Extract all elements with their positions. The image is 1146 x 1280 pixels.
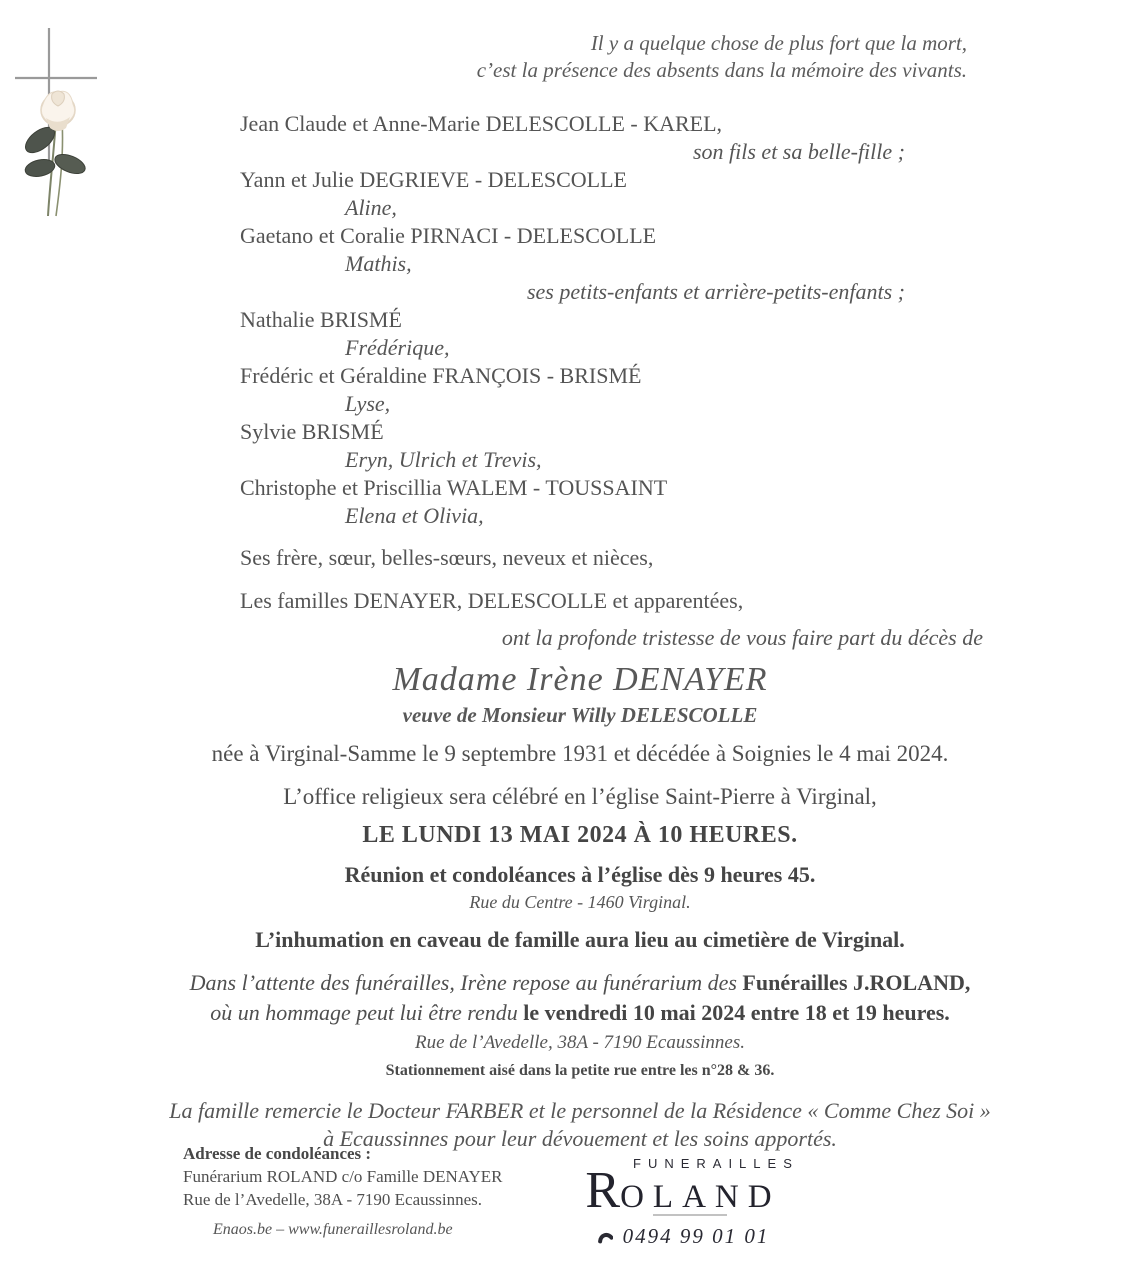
cross-and-rose-artwork (8, 22, 108, 220)
thanks-line-2: à Ecaussinnes pour leur dévouement et les soins apportés. (323, 1126, 837, 1151)
family-children: Eryn, Ulrich et Trevis, (345, 447, 542, 472)
funerarium-line-1-bold: Funérailles J.ROLAND, (742, 970, 971, 995)
footer (0, 1142, 1146, 1272)
funerarium-line-1-italic: Dans l’attente des funérailles, Irène repose au funérarium des (189, 970, 743, 995)
funerarium-line-2-italic: où un hommage peut lui être rendu (210, 1000, 524, 1025)
burial-line: L’inhumation en caveau de famille aura lieu au cimetière de Virginal. (255, 927, 905, 952)
religious-office-line: L’office religieux sera célébré en l’église Saint-Pierre à Virginal, (283, 784, 877, 809)
birth-death-line: née à Virginal-Samme le 9 septembre 1931 et décédée à Soignies le 4 mai 2024. (211, 741, 949, 766)
family-names: Nathalie BRISMÉ (240, 307, 402, 332)
funerarium-line-1 (0, 968, 1146, 998)
logo-rest: OLAND (620, 1179, 781, 1215)
ceremony-date-line: LE LUNDI 13 MAI 2024 À 10 HEURES. (362, 822, 798, 848)
phone-handset-icon (597, 1229, 613, 1245)
family-names: Jean Claude et Anne-Marie DELESCOLLE - KAREL, (240, 111, 723, 136)
family-names: Christophe et Priscillia WALEM - TOUSSAINT (240, 475, 668, 500)
family-children: Frédérique, (345, 335, 450, 360)
funerarium-address: Rue de l’Avedelle, 38A - 7190 Ecaussinnes. (415, 1032, 745, 1053)
family-children: Lyse, (345, 391, 391, 416)
phone-number: 0494 99 01 01 (622, 1224, 770, 1248)
family-list (0, 110, 1146, 530)
announcement-intro: ont la profonde tristesse de vous faire part du décès de (501, 625, 983, 650)
family-relation: son fils et sa belle-fille ; (692, 139, 905, 164)
funerarium-line-2-bold: le vendredi 10 mai 2024 entre 18 et 19 heures. (523, 1000, 950, 1025)
family-names: Frédéric et Géraldine FRANÇOIS - BRISMÉ (240, 363, 642, 388)
family-names: Yann et Julie DEGRIEVE - DELESCOLLE (240, 167, 627, 192)
funeral-home-logo (583, 1156, 799, 1249)
condolence-address-title: Adresse de condoléances : (183, 1144, 372, 1163)
parking-note: Stationnement aisé dans la petite rue entre les n°28 & 36. (385, 1062, 775, 1079)
phone-row (583, 1224, 783, 1249)
families-line: Les familles DENAYER, DELESCOLLE et apparentées, (240, 588, 744, 613)
deceased-subtitle: veuve de Monsieur Willy DELESCOLLE (402, 703, 758, 727)
church-address: Rue du Centre - 1460 Virginal. (469, 892, 691, 912)
condolence-address-line-1: Funérarium ROLAND c/o Famille DENAYER (183, 1167, 503, 1186)
deceased-name: Madame Irène DENAYER (392, 661, 768, 698)
logo-funerailles-text: FUNERAILLES (633, 1156, 799, 1171)
epitaph-quote (0, 30, 967, 84)
family-names: Gaetano et Coralie PIRNACI - DELESCOLLE (240, 223, 657, 248)
funerarium-line-2 (0, 998, 1146, 1028)
family-children: Aline, (345, 195, 397, 220)
family-children: Elena et Olivia, (345, 503, 484, 528)
siblings-line: Ses frère, sœur, belles-sœurs, neveux et nièces, (240, 545, 654, 570)
family-names: Sylvie BRISMÉ (240, 419, 384, 444)
family-relation: ses petits-enfants et arrière-petits-enfants ; (526, 279, 905, 304)
quote-line-1: Il y a quelque chose de plus fort que la mort, (590, 31, 967, 55)
family-children: Mathis, (345, 251, 412, 276)
funeral-home-website: Enaos.be – www.funeraillesroland.be (213, 1221, 453, 1238)
condolence-address-block (183, 1142, 503, 1241)
logo-initial: R (585, 1162, 621, 1219)
cross-and-rose-icon (8, 22, 108, 220)
quote-line-2: c’est la présence des absents dans la mémoire des vivants. (476, 58, 967, 82)
thanks-line-1: La famille remercie le Docteur FARBER et le personnel de la Résidence « Comme Chez Soi » (169, 1098, 991, 1123)
condolence-meeting-line: Réunion et condoléances à l’église dès 9 heures 45. (344, 862, 816, 887)
condolence-address-line-2: Rue de l’Avedelle, 38A - 7190 Ecaussinnes. (183, 1190, 483, 1209)
